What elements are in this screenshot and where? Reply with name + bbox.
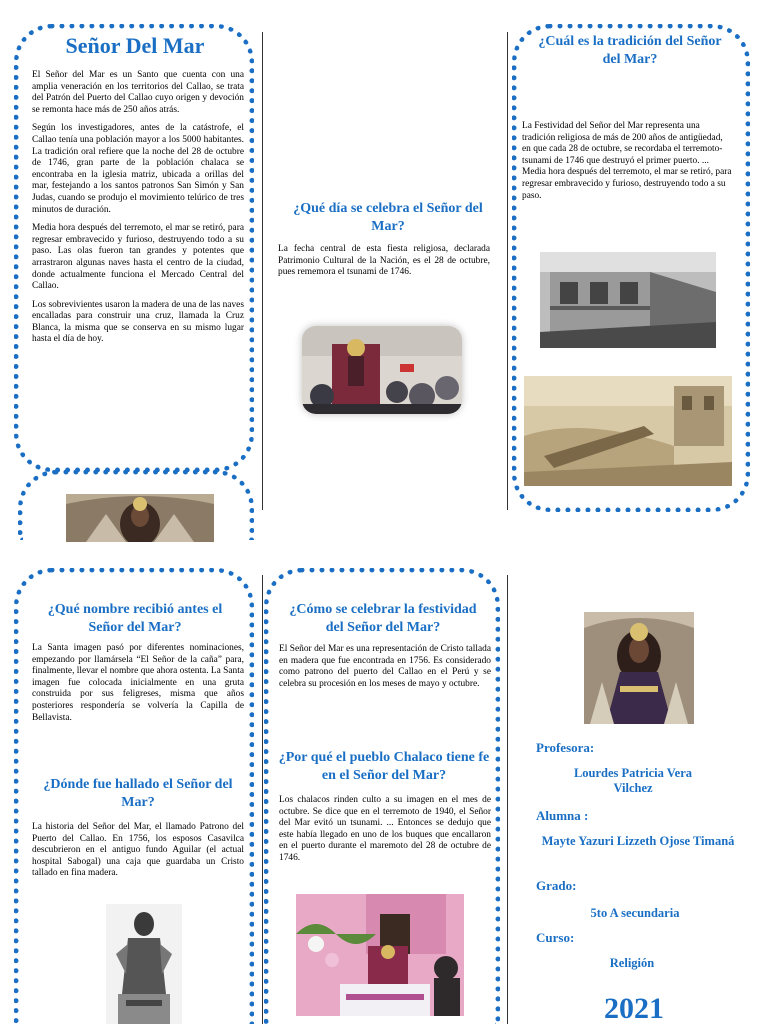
- panel2-text: La fecha central de esta fiesta religiosa, declarada Patrimonio Cultural de la Nación, es el 28 de octubre, pues rememora el tsunami de 1746.: [278, 244, 490, 278]
- year: 2021: [604, 992, 664, 1025]
- panel3-text: La Festividad del Señor del Mar representa una tradición religiosa de más de 200 años de antigüedad, en que cada 28 de octubre, se recordaba el terremoto-tsunami de 1746 que destruyó el primer puerto. ... Media hora después del terremoto, el mar se retiró, para regresar embravecido y furioso, destruyendo todo a su paso.: [522, 121, 732, 201]
- wooden-christ-photo: [106, 904, 182, 1024]
- panel5-text-1: El Señor del Mar es una representación de Cristo tallada en madera que fue encontrada en 1756. Es considerado como patrono del puerto del Callao en el Perú y se celebra su procesión en los meses de mayo y octubre.: [279, 644, 491, 689]
- grado-label: Grado:: [536, 878, 577, 893]
- profesora-name: Lourdes Patricia Vera Vilchez: [573, 766, 693, 795]
- panel4-heading-2: ¿Dónde fue hallado el Señor del Mar?: [43, 777, 233, 810]
- panel4-text-1: La Santa imagen pasó por diferentes nominaciones, empezando por llamársela “El Señor de la caña” para, finalmente, llevar el nombre que ahora ostenta. La Santa imagen fue colocada inicialmente en una gruta construida por sus feligreses, misma que años posteriores respondería se volvería la Capilla de Bellavista.: [32, 643, 244, 723]
- column-divider: [507, 575, 508, 1024]
- panel5-heading-1: ¿Cómo se celebrar la festividad del Señor del Mar?: [289, 602, 477, 635]
- panel1-text: [32, 70, 244, 353]
- credits-block: [520, 736, 760, 1024]
- festival-altar-photo: [296, 894, 464, 1016]
- panel4-heading-1: ¿Qué nombre recibió antes el Señor del Mar?: [47, 602, 223, 635]
- panel4-text-2: La historia del Señor del Mar, el llamado Patrono del Puerto del Callao. En 1756, los esposos Casavilca descubrieron en el antiguo fundo Aguilar (el actual hospital Sabogal) una caja que guardaba un Cristo tallado en fina madera.: [32, 822, 244, 879]
- paragraph: Media hora después del terremoto, el mar se retiró, para regresar embravecido y furioso, destruyendo todo a su paso. Las olas fueron tan grandes y potentes que arrastraron algunas naves hasta el centro de la ciudad, donde actualmente funciona el Mercado Central del Callao.: [32, 223, 244, 292]
- panel5-heading-2: ¿Por qué el pueblo Chalaco tiene fe en el Señor del Mar?: [278, 750, 490, 783]
- curso-label: Curso:: [536, 930, 575, 945]
- ruins-photo: [524, 376, 732, 486]
- cover-statue-photo: [584, 612, 694, 724]
- curso-value: Religión: [609, 956, 655, 970]
- procession-photo: [302, 326, 462, 414]
- grado-value: 5to A secundaria: [590, 906, 680, 920]
- profesora-label: Profesora:: [536, 740, 595, 755]
- paragraph: Los sobrevivientes usaron la madera de una de las naves encalladas para construir una cruz, llamada la Cruz Blanca, la misma que se conserva en su mismo lugar hasta el día de hoy.: [32, 299, 244, 345]
- paragraph: El Señor del Mar es un Santo que cuenta con una amplia veneración en los territorios del Callao, se trata del Patrón del Puerto del Callao cuyo origen y devoción se remonta hace más de 250 años atrás.: [32, 70, 244, 115]
- paragraph: Según los investigadores, antes de la catástrofe, el Callao tenía una población mayor a los 5000 habitantes. La tradición oral refiere que la noche del 28 de octubre de 1746, gran parte de la población chalaca se encontraba en la iglesia matriz, ubicada a orillas del mar, festejando a los santos patronos San Simón y San Judas, cuando se produjo el movimiento telúrico de tres minutos de duración.: [32, 123, 244, 215]
- page-title: Señor Del Mar: [65, 33, 205, 58]
- panel2-heading: ¿Qué día se celebra el Señor del Mar?: [293, 201, 483, 234]
- alumna-name: Mayte Yazuri Lizzeth Ojose Timaná: [541, 834, 735, 848]
- column-divider: [262, 575, 263, 1024]
- panel3-heading: ¿Cuál es la tradición del Señor del Mar?: [538, 34, 722, 67]
- senor-del-mar-photo: [66, 494, 214, 542]
- historic-building-photo: [540, 252, 716, 348]
- panel5-text-2: Los chalacos rinden culto a su imagen en el mes de octubre. Se dice que en el terremoto de 1940, el Señor del Mar evitó un tsunami. ... Entonces se dedujo que este había llegado en uno de los buques que encallaron en el puerto durante el maremoto del 28 de octubre de 1746.: [279, 795, 491, 863]
- column-divider: [507, 32, 508, 510]
- alumna-label: Alumna :: [536, 808, 589, 823]
- column-divider: [262, 32, 263, 510]
